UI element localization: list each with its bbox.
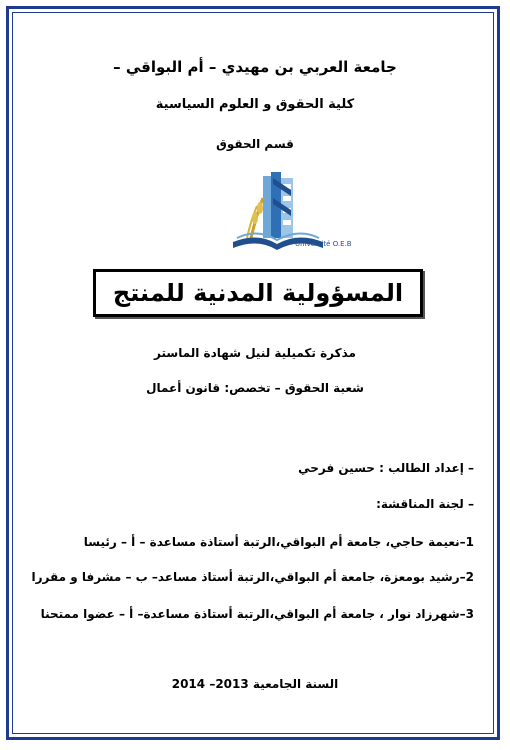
svg-text:Université O.E.B: Université O.E.B: [295, 240, 352, 248]
department-name: قسم الحقوق: [216, 137, 294, 151]
thesis-title-box: [93, 269, 423, 317]
faculty-name: كلية الحقوق و العلوم السياسية: [155, 97, 355, 112]
committee-heading: – لجنة المناقشة:: [376, 497, 474, 511]
page-border-inner: [12, 12, 494, 734]
committee-member: 2–رشيد بومعزة، جامعة أم البواقي،الرتبة أستاذ مساعد– ب – مشرفا و مقررا: [31, 570, 474, 584]
branch-line: شعبة الحقوق – تخصص: قانون أعمال: [146, 381, 364, 395]
committee-member: 3–شهرزاد نوار ، جامعة أم البواقي،الرتبة أستاذة مساعدة– أ – عضوا ممتحنا: [40, 607, 474, 621]
academic-year: السنة الجامعية 2013– 2014: [171, 677, 339, 691]
degree-line: مذكرة تكميلية لنيل شهادة الماستر: [154, 346, 356, 360]
university-name: جامعة العربي بن مهيدي – أم البواقي –: [113, 58, 397, 76]
committee-member: 1–نعيمة حاجي، جامعة أم البواقي،الرتبة أستاذة مساعدة – أ – رئيسا: [83, 535, 474, 549]
university-logo-icon: [213, 168, 352, 260]
student-line: – إعداد الطالب : حسين فرحي: [298, 461, 474, 475]
thesis-title: المسؤولية المدنية للمنتج: [112, 279, 404, 307]
